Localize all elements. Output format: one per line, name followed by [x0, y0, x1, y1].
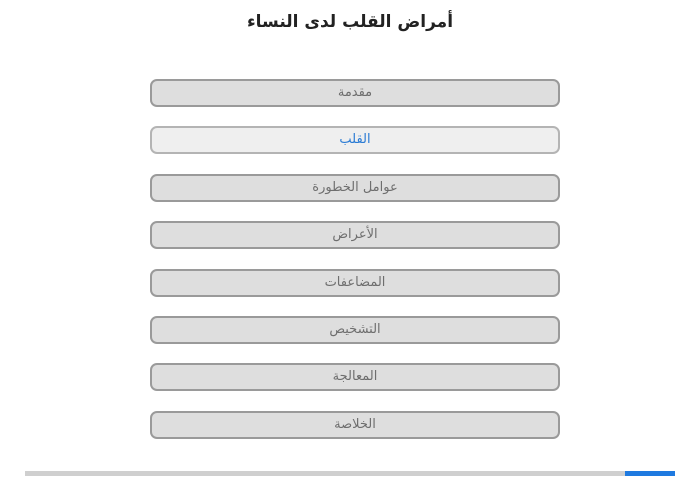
menu-item-heart[interactable]: القلب [150, 126, 560, 154]
menu-item-introduction[interactable]: مقدمة [150, 79, 560, 107]
menu-item-summary[interactable]: الخلاصة [150, 411, 560, 439]
menu-item-complications[interactable]: المضاعفات [150, 269, 560, 297]
menu-item-treatment[interactable]: المعالجة [150, 363, 560, 391]
page-title: أمراض القلب لدى النساء [246, 12, 454, 32]
menu-item-diagnosis[interactable]: التشخيص [150, 316, 560, 344]
menu-item-risk-factors[interactable]: عوامل الخطورة [150, 174, 560, 202]
chapter-menu [150, 79, 560, 458]
progress-bar [25, 471, 675, 476]
progress-bar-fill [625, 471, 675, 476]
menu-item-symptoms[interactable]: الأعراض [150, 221, 560, 249]
